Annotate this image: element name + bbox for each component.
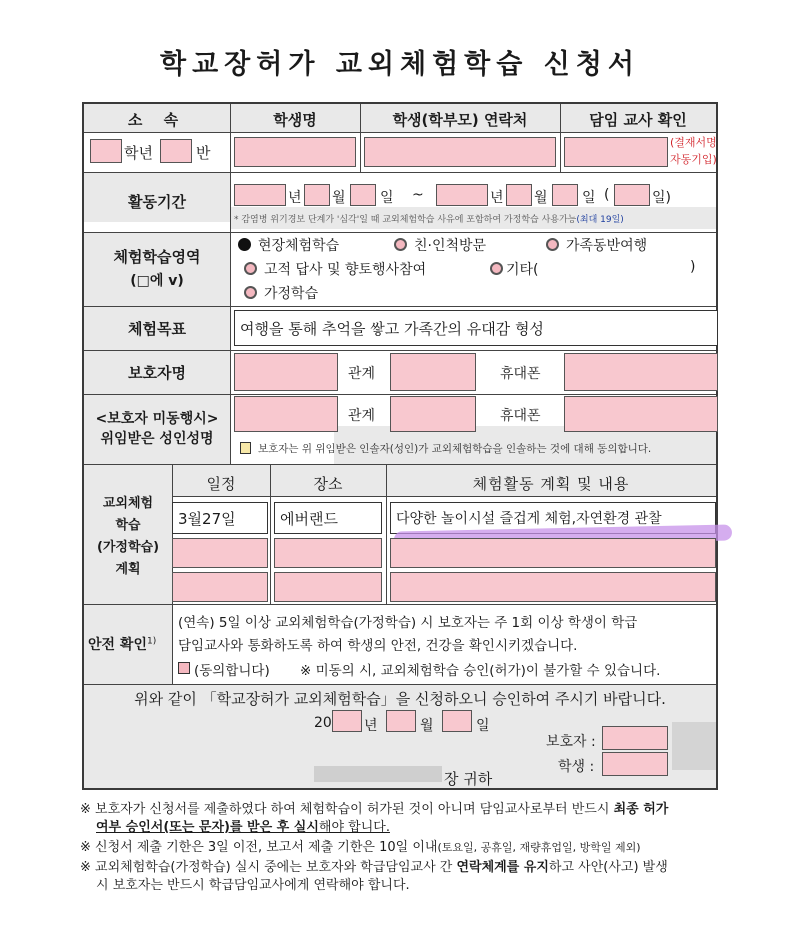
plan-label-1: 교외체험 <box>102 496 154 511</box>
note-1-line-1: ※ 보호자가 신청서를 제출하였다 하여 체험학습이 허가된 것이 아니며 담임교사로부터 반드시 최종 허가 <box>80 802 669 817</box>
goal-label: 체험목표 <box>128 320 186 338</box>
area-option-etc-close: ) <box>690 259 696 275</box>
request-student-label: 학생 : <box>558 759 595 775</box>
seal-note-1: (결재서명 <box>670 136 717 149</box>
form-frame <box>82 102 718 790</box>
area-radio-home[interactable] <box>244 286 257 299</box>
signature-redacted <box>672 722 716 770</box>
class-suffix: 반 <box>196 144 211 162</box>
delegate-relation-field[interactable] <box>390 396 476 432</box>
guardian-relation-label: 관계 <box>348 366 376 382</box>
safety-agree-label: (동의합니다) <box>194 663 270 679</box>
consent-checkbox[interactable] <box>240 442 251 454</box>
end-year-field[interactable] <box>436 184 488 206</box>
note-1-line-2: 여부 승인서(또는 문자)를 받은 후 실시해야 합니다. <box>96 820 390 835</box>
area-radio-etc[interactable] <box>490 262 503 275</box>
request-year-field[interactable] <box>332 710 362 732</box>
request-addressee: 장 귀하 <box>444 770 493 788</box>
student-name-field[interactable] <box>234 137 356 167</box>
request-day-unit: 일 <box>476 718 490 734</box>
page-title: 학교장허가 교외체험학습 신청서 <box>160 49 640 80</box>
area-option-family-trip: 가족동반여행 <box>566 238 648 254</box>
delegate-relation-label: 관계 <box>348 408 376 424</box>
area-label-hint: (□에 v) <box>130 273 184 289</box>
guardian-name-field[interactable] <box>234 353 338 391</box>
area-radio-relatives[interactable] <box>394 238 407 251</box>
request-sentence: 위와 같이 「학교장허가 교외체험학습」을 신청하오니 승인하여 주시기 바랍니다. <box>134 690 666 708</box>
note-3-line-2: 시 보호자는 반드시 학급담임교사에게 연락해야 합니다. <box>96 878 410 893</box>
delegate-consent-text: 보호자는 위 위임받은 인솔자(성인)가 교외체험학습을 인솔하는 것에 대해 동의합니다. <box>258 443 652 455</box>
request-day-field[interactable] <box>442 710 472 732</box>
total-days-unit: 일) <box>652 190 671 206</box>
end-day-unit: 일 <box>582 190 596 206</box>
area-radio-heritage[interactable] <box>244 262 257 275</box>
plan-row-3-place[interactable] <box>274 572 382 602</box>
header-student-name: 학생명 <box>273 111 317 129</box>
grade-field[interactable] <box>90 139 122 163</box>
plan-col-place: 장소 <box>313 475 343 493</box>
period-note: * 감염병 위기경보 단계가 '심각'일 때 교외체험학습 사유에 포함하여 가정학습 사용가능(최대 19일) <box>234 215 624 225</box>
plan-col-schedule: 일정 <box>206 475 236 493</box>
plan-label-4: 계획 <box>115 562 141 577</box>
request-month-unit: 월 <box>420 718 434 734</box>
guardian-label: 보호자명 <box>128 364 186 382</box>
plan-row-1-schedule[interactable]: 3월27일 <box>172 502 268 534</box>
header-teacher-confirm: 담임 교사 확인 <box>589 111 687 129</box>
start-year-unit: 년 <box>288 190 302 206</box>
area-option-etc: 기타( <box>506 262 539 278</box>
safety-warning: ※ 미동의 시, 교외체험학습 승인(허가)이 불가할 수 있습니다. <box>300 663 661 679</box>
end-day-field[interactable] <box>552 184 578 206</box>
delegate-name-field[interactable] <box>234 396 338 432</box>
area-radio-family-trip[interactable] <box>546 238 559 251</box>
area-option-field-trip: 현장체험학습 <box>258 238 340 254</box>
request-year-prefix: 20 <box>314 715 332 731</box>
guardian-phone-label: 휴대폰 <box>500 366 541 382</box>
start-month-unit: 월 <box>332 190 346 206</box>
start-month-field[interactable] <box>304 184 330 206</box>
start-day-unit: 일 <box>380 190 394 206</box>
area-option-relatives: 친·인척방문 <box>414 238 487 254</box>
end-month-unit: 월 <box>534 190 548 206</box>
safety-label: 안전 확인$^{1)}$ <box>88 636 157 653</box>
plan-row-1-content[interactable]: 다양한 놀이시설 즐겁게 체험,자연환경 관찰 <box>390 502 716 534</box>
start-day-field[interactable] <box>350 184 376 206</box>
grade-suffix: 학년 <box>124 144 153 162</box>
request-month-field[interactable] <box>386 710 416 732</box>
area-label: 체험학습영역 <box>113 248 201 266</box>
request-student-name-field[interactable] <box>602 752 668 776</box>
safety-text-line-2: 담임교사와 통화하도록 하여 학생의 안전, 건강을 확인시키겠습니다. <box>178 638 578 654</box>
plan-row-2-schedule[interactable] <box>172 538 268 568</box>
plan-col-content: 체험활동 계획 및 내용 <box>472 475 630 493</box>
request-guardian-name-field[interactable] <box>602 726 668 750</box>
absent-guardian-label: <보호자 미동행시> <box>95 411 219 427</box>
area-option-home: 가정학습 <box>264 286 319 302</box>
request-year-unit: 년 <box>364 718 378 734</box>
seal-note-2: 자동기입) <box>670 153 717 166</box>
guardian-relation-field[interactable] <box>390 353 476 391</box>
note-2: ※ 신청서 제출 기한은 3일 이전, 보고서 제출 기한은 10일 이내(토요일, 공휴일, 재량휴업일, 방학일 제외) <box>80 840 641 855</box>
plan-row-3-content[interactable] <box>390 572 716 602</box>
period-tilde: ~ <box>412 187 424 203</box>
label-bg-area <box>84 232 230 306</box>
plan-row-3-schedule[interactable] <box>172 572 268 602</box>
delegate-phone-field[interactable] <box>564 396 718 432</box>
goal-field[interactable]: 여행을 통해 추억을 쌓고 가족간의 유대감 형성 <box>234 310 718 346</box>
plan-label-3: (가정학습) <box>96 540 160 555</box>
header-contact: 학생(학부모) 연락처 <box>392 111 528 129</box>
period-label: 활동기간 <box>128 193 186 211</box>
school-name-redacted <box>314 766 442 782</box>
start-year-field[interactable] <box>234 184 286 206</box>
plan-row-1-place[interactable]: 에버랜드 <box>274 502 382 534</box>
plan-row-2-place[interactable] <box>274 538 382 568</box>
header-affiliation: 소 속 <box>127 111 187 129</box>
safety-text-line-1: (연속) 5일 이상 교외체험학습(가정학습) 시 보호자는 주 1회 이상 학생이 학급 <box>178 615 638 631</box>
guardian-phone-field[interactable] <box>564 353 718 391</box>
contact-field[interactable] <box>364 137 556 167</box>
area-option-heritage: 고적 답사 및 향토행사참여 <box>264 262 427 278</box>
plan-label-2: 학습 <box>115 518 141 533</box>
total-days-field[interactable] <box>614 184 650 206</box>
area-radio-field-trip[interactable] <box>238 238 251 251</box>
note-3-line-1: ※ 교외체험학습(가정학습) 실시 중에는 보호자와 학급담임교사 간 연락체계를 유지하고 사안(사고) 발생 <box>80 860 668 875</box>
end-month-field[interactable] <box>506 184 532 206</box>
plan-row-2-content[interactable] <box>390 538 716 568</box>
request-guardian-label: 보호자 : <box>546 734 596 750</box>
period-open-paren: ( <box>604 187 610 203</box>
delegate-phone-label: 휴대폰 <box>500 408 541 424</box>
class-field[interactable] <box>160 139 192 163</box>
delegate-name-label: 위임받은 성인성명 <box>100 431 214 447</box>
label-bg-plan <box>84 464 172 604</box>
safety-agree-checkbox[interactable] <box>178 662 190 674</box>
end-year-unit: 년 <box>490 190 504 206</box>
teacher-confirm-field[interactable] <box>564 137 668 167</box>
